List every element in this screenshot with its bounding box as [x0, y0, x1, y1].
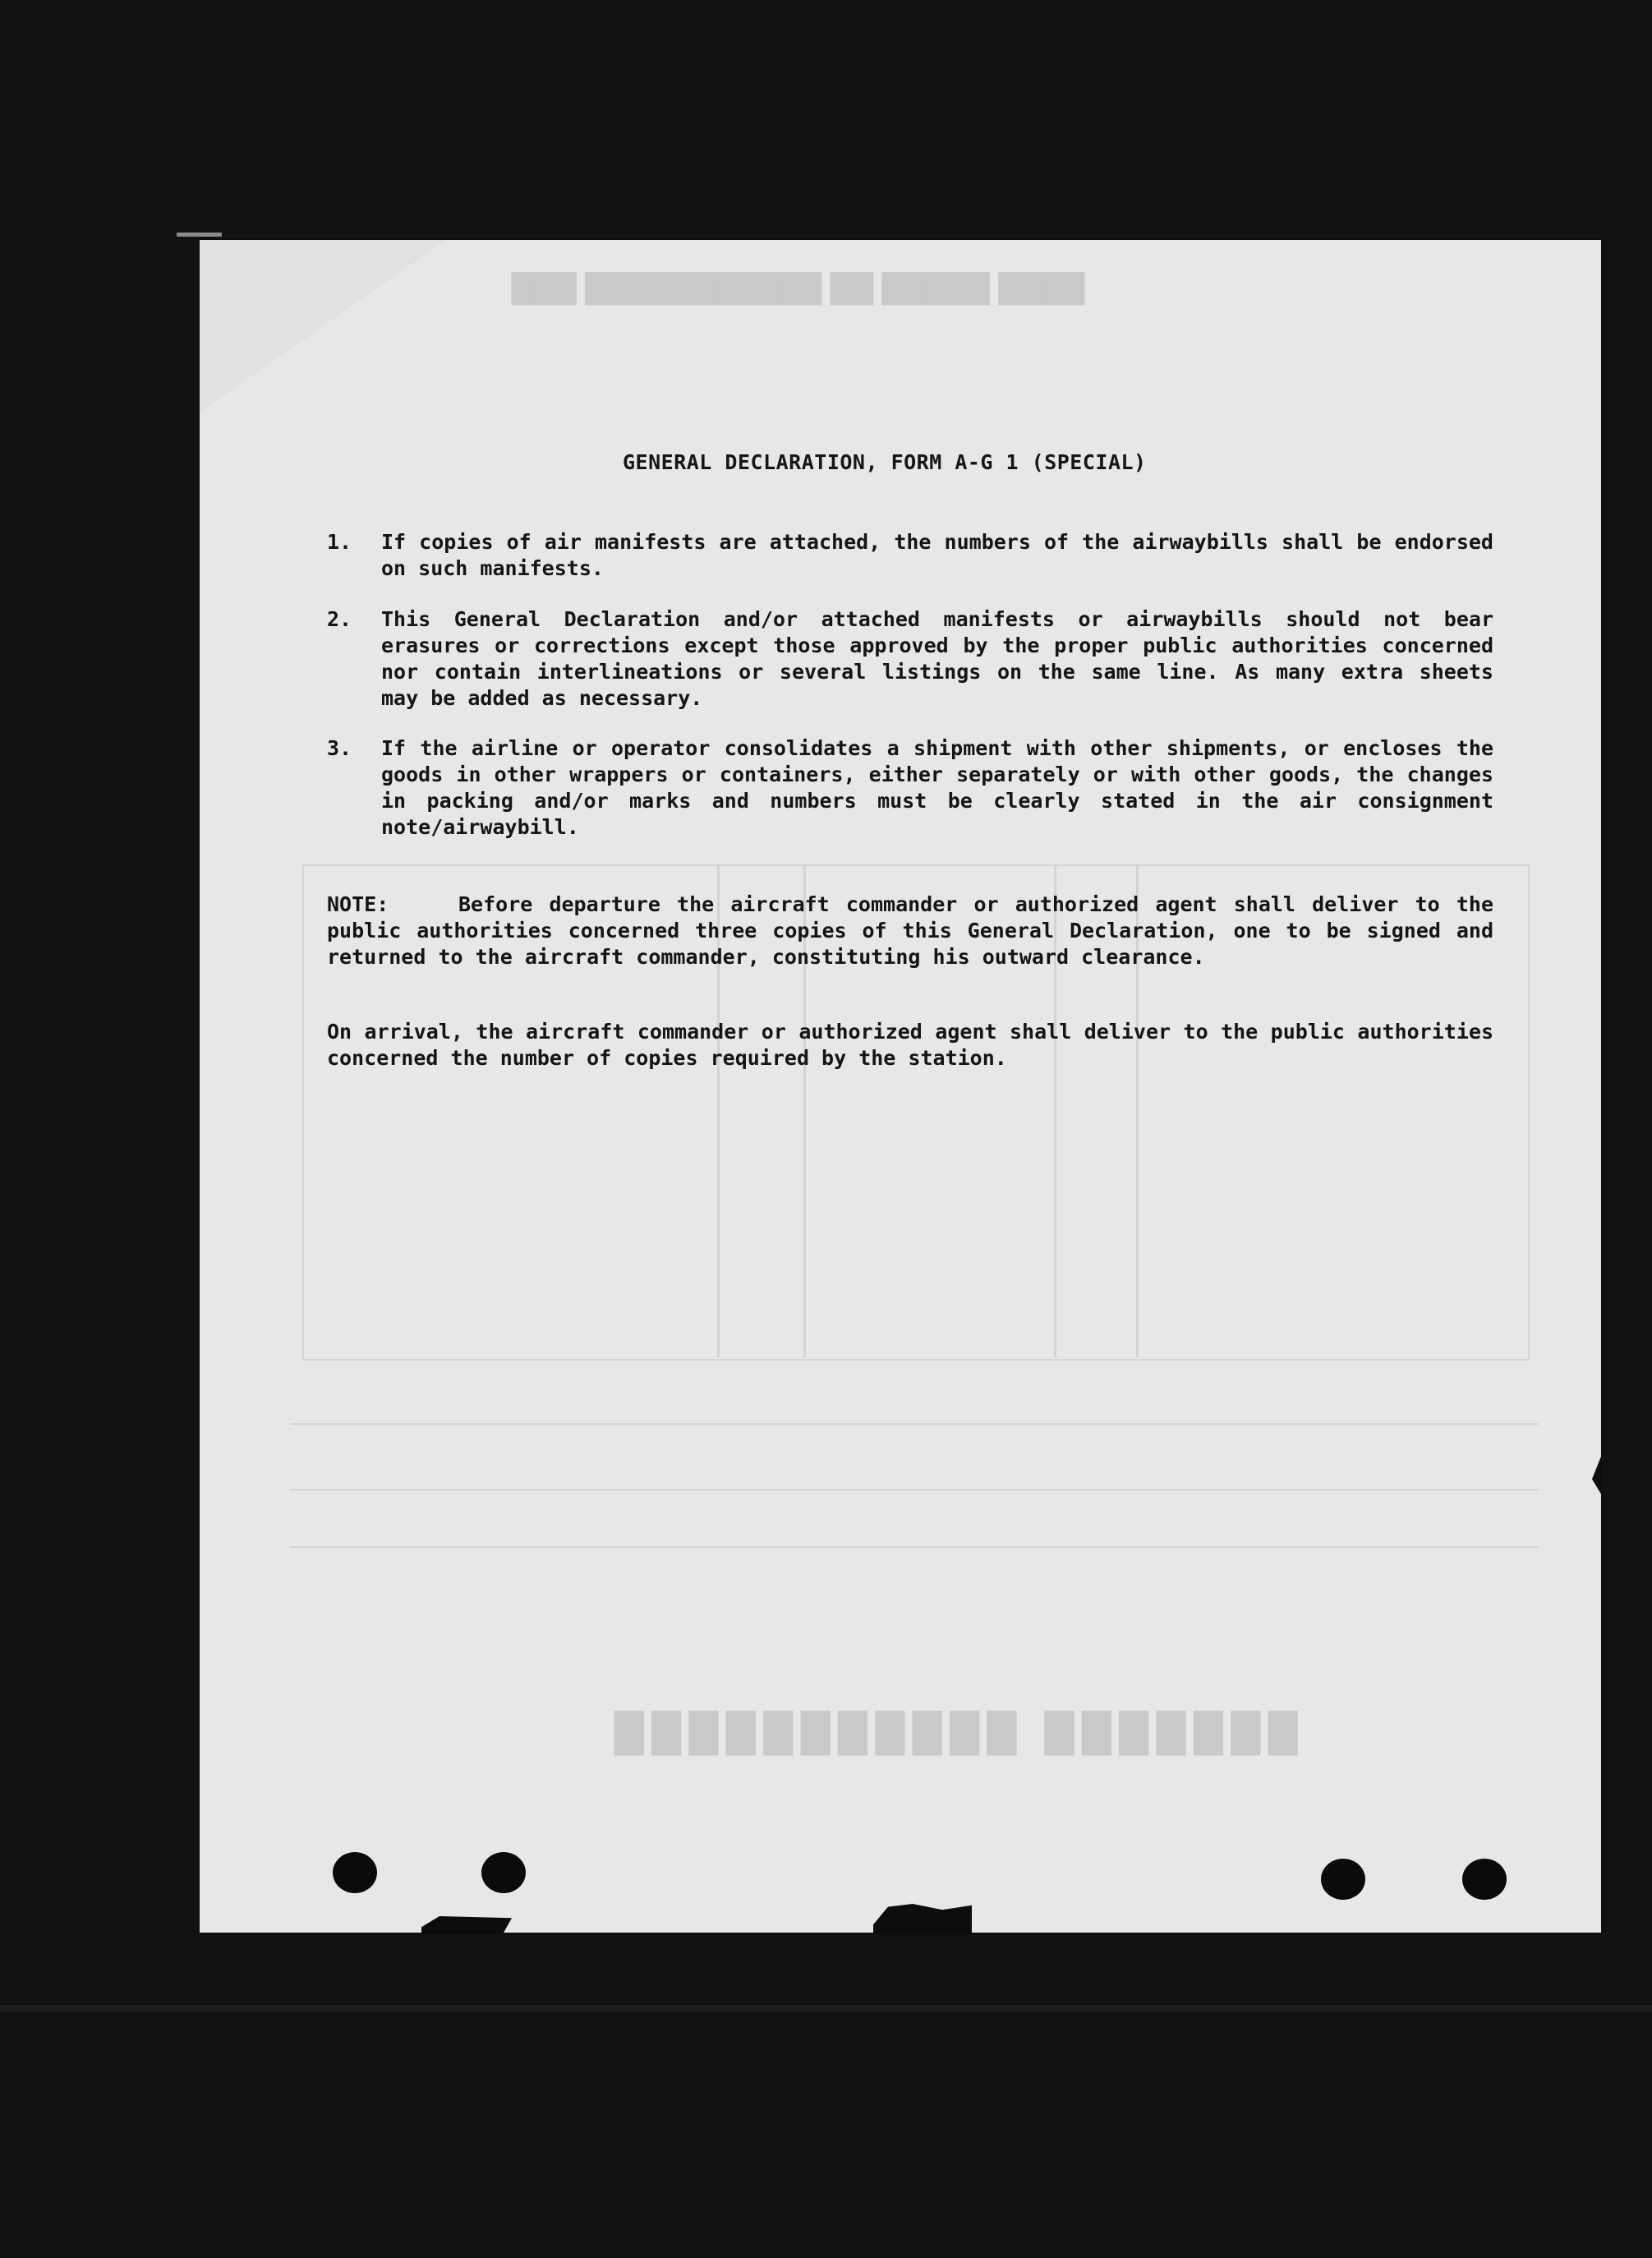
bleed-through	[290, 1489, 1539, 1491]
punch-hole	[481, 1852, 526, 1893]
item-number: 1.	[327, 530, 352, 554]
torn-edge	[1592, 1454, 1602, 1495]
item-text: This General Declaration and/or attached manifests or airwaybills should not bear erasures or corrections except those approved by the proper public authorities concerned nor contain interlineations or several listings on the same line. As many extra sheets may be added as necessary.	[381, 607, 1493, 710]
punch-hole	[1321, 1859, 1365, 1900]
item-text: If copies of air manifests are attached, the numbers of the airwaybills shall be endorsed on such manifests.	[381, 530, 1493, 580]
bleed-through: ████ █████ ██ ███████████ ███	[512, 273, 1084, 306]
document-title: GENERAL DECLARATION, FORM A-G 1 (SPECIAL)	[623, 450, 1147, 474]
torn-edge	[873, 1904, 972, 1933]
note-label: NOTE:	[327, 892, 389, 916]
item-number: 3.	[327, 736, 352, 760]
scan-artifact	[177, 233, 222, 237]
arrival-paragraph: On arrival, the aircraft commander or authorized agent shall deliver to the public authorities concerned the number of copies required by the station.	[327, 1020, 1493, 1070]
document-page	[200, 240, 1601, 1933]
bleed-through: ███████ ███████████	[606, 1711, 1298, 1755]
bleed-through	[290, 1546, 1539, 1548]
punch-hole	[1462, 1859, 1507, 1900]
page-fold	[200, 240, 446, 412]
declaration-item	[327, 735, 1493, 841]
note-paragraph	[327, 892, 1493, 970]
note-text: Before departure the aircraft commander or authorized agent shall deliver to the public authorities concerned three copies of this General Declaration, one to be signed and returned to the aircraft commander, constituting his outward clearance.	[327, 892, 1493, 969]
bleed-through	[290, 1423, 1539, 1425]
declaration-item	[327, 606, 1493, 712]
punch-hole	[333, 1852, 377, 1893]
declaration-item	[327, 529, 1493, 582]
scan-artifact	[0, 2005, 1652, 2011]
item-text: If the airline or operator consolidates a shipment with other shipments, or encloses the goods in other wrappers or containers, either separately or with other goods, the changes in packing and/or marks and numbers must be clearly stated in the air consignment note/airwaybill.	[381, 736, 1493, 839]
item-number: 2.	[327, 607, 352, 631]
torn-edge	[421, 1916, 512, 1934]
